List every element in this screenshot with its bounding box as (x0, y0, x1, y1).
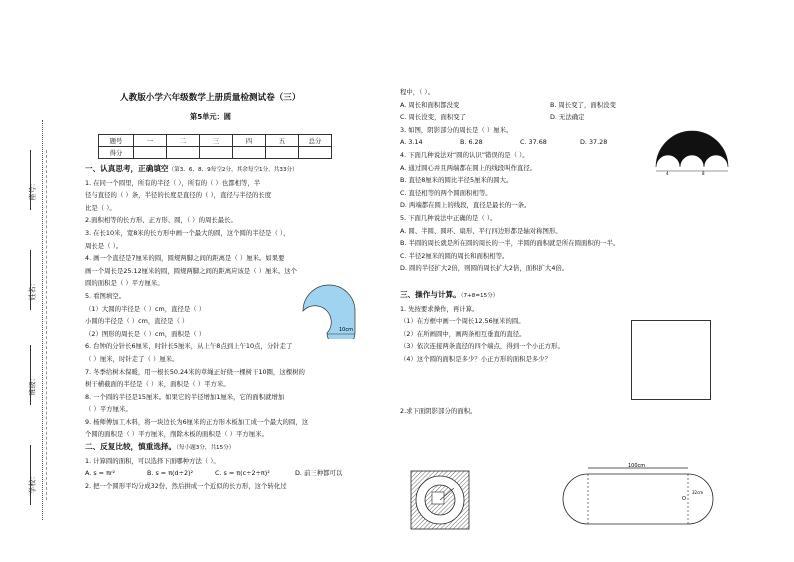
option-c[interactable]: C. 半径2厘米的圆的周长和面积相等。 (400, 251, 509, 260)
score-cell: 五 (266, 135, 299, 147)
binding-line-dashes (46, 150, 47, 500)
part1-line: 1. 在同一个圆里，所有的半径（ ），所有的（ ）也都相等，半 (85, 178, 261, 187)
seat-underline (30, 150, 31, 210)
score-table-header-row (99, 135, 332, 147)
option-a[interactable]: A. 通过圆心并且两端都在圆上的线段叫作直径。 (400, 163, 537, 172)
center-o-label: O (682, 496, 686, 502)
part2-heading-row (85, 441, 342, 455)
part3-heading-row (400, 289, 619, 303)
q3-figure (654, 129, 730, 175)
score-cell: 总分 (299, 135, 332, 147)
score-cell: 得分 (99, 147, 134, 159)
part1-note: （第3、6、8、9每空2分，其余每空1分，共33分） (168, 167, 298, 173)
option-c[interactable]: C. 直径相等的两个圆面积相等。 (400, 188, 492, 197)
score-input-cell[interactable] (134, 147, 167, 159)
part1-line: 2.面积相等的长方形、正方形、圆，（ ）的周长最长。 (85, 216, 237, 225)
part1-line: 比是（ ）。 (85, 203, 116, 212)
name-label: 姓名： (28, 279, 37, 301)
part2-q1-options (85, 467, 342, 480)
option-c[interactable]: C. 周长没变，面积变了 (400, 113, 467, 122)
right-dimension-label: 32cm (692, 490, 704, 495)
spacer (400, 275, 619, 289)
part1-line: 径与直径的（ ）条，半径的长度是直径的（ ），直径与半径的长度 (85, 191, 272, 200)
part1-line: 4. 画一个直径是7厘米的圆，圆规两脚之间的距离是（ ）厘米。如果要 (85, 254, 285, 263)
option-c[interactable]: C. 37.68 (520, 138, 547, 147)
score-cell: 一 (134, 135, 167, 147)
option-b[interactable]: B. s = π(d÷2)² (147, 469, 194, 478)
part2-q2-options-row2 (400, 111, 619, 124)
option-a[interactable]: A. 3.14 (400, 138, 423, 147)
q3-shaded-region (656, 131, 728, 167)
option-a[interactable]: A. s = πr² (85, 469, 116, 478)
part3-q2: 2.求下面阴影部分的面积。 (400, 407, 477, 416)
unit-title: 第5单元：圆 (190, 112, 231, 121)
score-cell: 二 (167, 135, 200, 147)
class-underline (30, 345, 31, 405)
part1-line: 9. 杨师傅加工木料，将一块边长为6厘米的正方形木板加工成一个最大的圆，这 (85, 417, 309, 426)
score-input-cell[interactable] (266, 147, 299, 159)
part3-q1: 1. 先按要求操作，再计算。 (400, 304, 479, 313)
part1-line: 周长是（ ）。 (85, 241, 123, 250)
part2-note: （每小题3分，共15分） (176, 445, 235, 452)
part2-q1: 1. 计算圆的面积，可以选择下面哪种方法（ ）。 (85, 456, 220, 465)
part3-item: （4）这个圆的面积是多少？小正方形的面积是多少？ (400, 354, 552, 363)
name-underline (30, 250, 31, 310)
part2-q2-cont: 程中，（ ）。 (400, 88, 434, 96)
option-d[interactable]: D. 无法确定 (550, 113, 585, 122)
part1-heading: 一、认真思考，正确填空 (85, 164, 169, 173)
option-b[interactable]: B. 6.28 (460, 138, 483, 147)
q5-figure (297, 281, 367, 339)
part1-line: 个圆的面积是（ ）平方厘米，削除木板的面积是（ ）平方厘米。 (85, 430, 268, 439)
option-d[interactable]: D. 圆的半径扩大2倍，则圆的周长扩大2倍，面积扩大4倍。 (400, 264, 569, 273)
option-d[interactable]: D. 37.28 (580, 138, 608, 147)
score-input-cell[interactable] (167, 147, 200, 159)
part1-line: 7. 冬季给树木保暖，用一根长50.24米的草绳正好绕一棵树干10圈，这棵树的 (85, 367, 305, 376)
part1-line: 圆的面积是（ ）平方厘米。 (85, 279, 164, 288)
seat-number-label: 座号： (28, 179, 37, 201)
part3-item: （2）在所画圆中，画两条相互垂直的直径。 (400, 329, 526, 338)
part1-line: 小圆的半径是（ ）cm，直径是（ ） (85, 317, 189, 326)
part1-line: 画一个周长是25.12厘米的圆，圆规两脚之间的距离应该是（ ）厘米。这个 (85, 266, 298, 275)
stadium-figure (560, 462, 720, 526)
part3-note: （7+8=15分） (460, 292, 499, 299)
part2-q2: 2. 把一个圆形平均分成32份，然后拼成一个近似的长方形，这个转化过 (85, 481, 287, 490)
part3-heading: 三、操作与计算。 (400, 289, 461, 299)
paper-title: 人教版小学六年级数学上册质量检测试卷（三） (120, 93, 301, 103)
score-table-score-row (99, 147, 332, 159)
part1-line: （1）大圆的半径是（ ）cm，直径是（ ） (85, 304, 206, 313)
q5-dimension-label: 10cm (339, 327, 353, 333)
spacer (400, 365, 619, 405)
score-cell: 题号 (99, 135, 134, 147)
part1-line: （ ）厘米，时针走了（ ）厘米。 (85, 354, 179, 363)
square-ring-figure (410, 470, 470, 530)
school-underline (30, 445, 31, 505)
part2-q4: 4. 下面几种说法对“圆的认识”错误的是（ ）。 (400, 150, 529, 159)
score-cell: 三 (200, 135, 233, 147)
school-label: 学校： (28, 472, 37, 494)
part1-line: 3. 在长10米，宽8米的长方形中画一个最大的圆，这个圆的半径是（ ）， (85, 228, 290, 237)
option-d[interactable]: D. 前三种都可以 (295, 469, 343, 478)
score-cell: 四 (233, 135, 266, 147)
part2-q2-options-row1 (400, 99, 619, 112)
score-input-cell[interactable] (200, 147, 233, 159)
score-input-cell[interactable] (233, 147, 266, 159)
class-label: 班级： (28, 374, 37, 396)
score-table (98, 134, 332, 159)
part1-line: （ ）平方厘米。 (85, 405, 132, 414)
option-a[interactable]: A. 周长和面积都没变 (400, 100, 460, 109)
option-a[interactable]: A. 圆、半圆、圆环、扇形、平行四边形都是轴对称图形。 (400, 226, 562, 235)
option-c[interactable]: C. s = π(c÷2÷π)² (215, 469, 270, 478)
part3-item: （3）依次连接两条直径的四个端点，得到一个小正方形。 (400, 342, 564, 351)
top-dimension-label: 100cm (628, 463, 646, 469)
part3-item: （1）在方框中画一个周长12.56厘米的圆。 (400, 317, 525, 326)
part2-q5: 5. 下面几种说法中正确的是（ ）。 (400, 213, 497, 222)
part1-line: （2）图形的周长是（ ）cm，面积是（ ） (85, 329, 206, 338)
score-input-cell[interactable] (299, 147, 332, 159)
q3-dim-label-4: 4 (666, 171, 669, 175)
part1-heading-row (85, 163, 342, 177)
drawing-box[interactable] (631, 320, 711, 400)
stadium-outline (563, 474, 713, 524)
q3-dim-label-8: 8 (702, 171, 705, 175)
part1-line: 树干横截面的半径是（ ）米，面积是（ ）平方米。 (85, 380, 230, 389)
part1-line: 6. 台钟的分针长6厘米，时针长5厘米，从上午8点到上午10点，分针走了 (85, 342, 293, 351)
option-d[interactable]: D. 两端都在圆上的线段，直径是最长的一条。 (400, 201, 531, 210)
right-column (400, 86, 619, 418)
part2-q3-options (400, 136, 619, 149)
option-b[interactable]: B. 半圆的周长就是所在圆的周长的一半，半圆的面积就是所在圆面积的一半。 (400, 239, 620, 248)
option-b[interactable]: B. 直径8厘米的圆比半径5厘米的圆大。 (400, 176, 513, 185)
binding-line (42, 120, 43, 520)
binding-margin (0, 0, 60, 562)
part1-line: 8. 一个圆的半径是15厘米。如果它的半径增加1厘米，它的面积就增加 (85, 392, 285, 401)
part2-q3: 3. 如图，阴影部分的周长是（ ）厘米。 (400, 125, 513, 134)
part2-heading: 二、反复比较，慎重选择。 (85, 442, 177, 452)
part1-line: 5. 看图填空。 (85, 291, 126, 300)
option-b[interactable]: B. 周长变了，面积没变 (550, 100, 616, 109)
